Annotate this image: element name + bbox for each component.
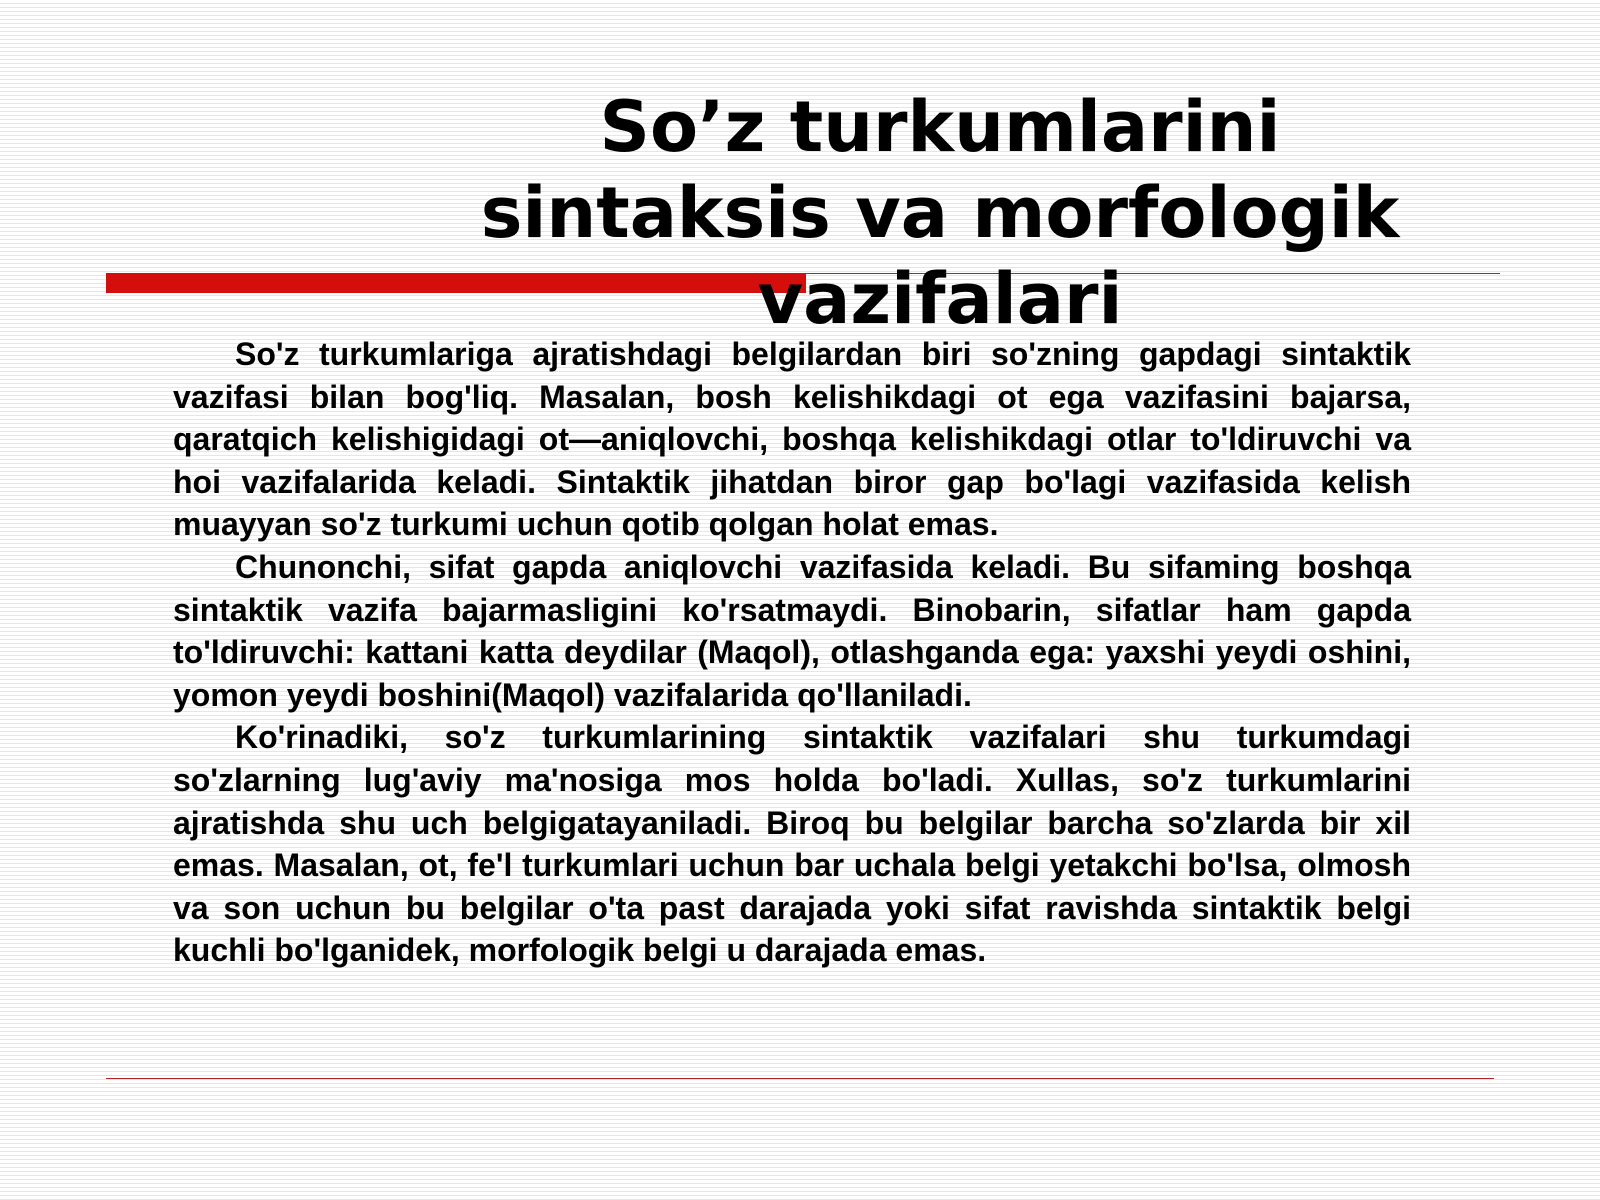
footer-divider-line — [106, 1078, 1494, 1079]
body-paragraph-3: Ko'rinadiki, so'z turkumlarining sintaktik vazifalari shu turkumdagi so'zlarning lug'aviy ma'nosiga mos holda bo'ladi. Xullas, so'z turkumlarini ajratishda shu uch belgigatayaniladi. Biroq bu belgilar barcha so'zlarda bir xil emas. Masalan, ot, fe'l turkumlari uchun bar uchala belgi yetakchi bo'lsa, olmosh va son uchun bu belgilar o'ta past darajada yoki sifat ravishda sintaktik belgi kuchli bo'lganidek, morfologik belgi u darajada emas. — [173, 719, 1411, 969]
slide-body — [173, 333, 1411, 972]
slide-title: So’z turkumlarini sintaksis va morfologik vazifalari — [480, 86, 1400, 340]
body-paragraph-2: Chunonchi, sifat gapda aniqlovchi vazifasida keladi. Bu sifaming boshqa sintaktik vazifa bajarmasligini ko'rsatmaydi. Binobarin, sifatlar ham gapda to'ldiruvchi: kattani katta deydilar (Maqol), otlashganda ega: yaxshi yeydi oshini, yomon yeydi boshini(Maqol) vazifalarida qo'llaniladi. — [173, 548, 1411, 713]
body-paragraph-1: So'z turkumlariga ajratishdagi belgilardan biri so'zning gapdagi sintaktik vazifasi bilan bog'liq. Masalan, bosh kelishikdagi ot ega vazifasini bajarsa, qaratqich kelishigidagi ot—aniqlovchi, boshqa kelishikdagi otlar to'ldiruvchi va hoi vazifalarida keladi. Sintaktik jihatdan biror gap bo'lagi vazifasida kelish muayyan so'z turkumi uchun qotib qolgan holat emas. — [173, 336, 1411, 543]
